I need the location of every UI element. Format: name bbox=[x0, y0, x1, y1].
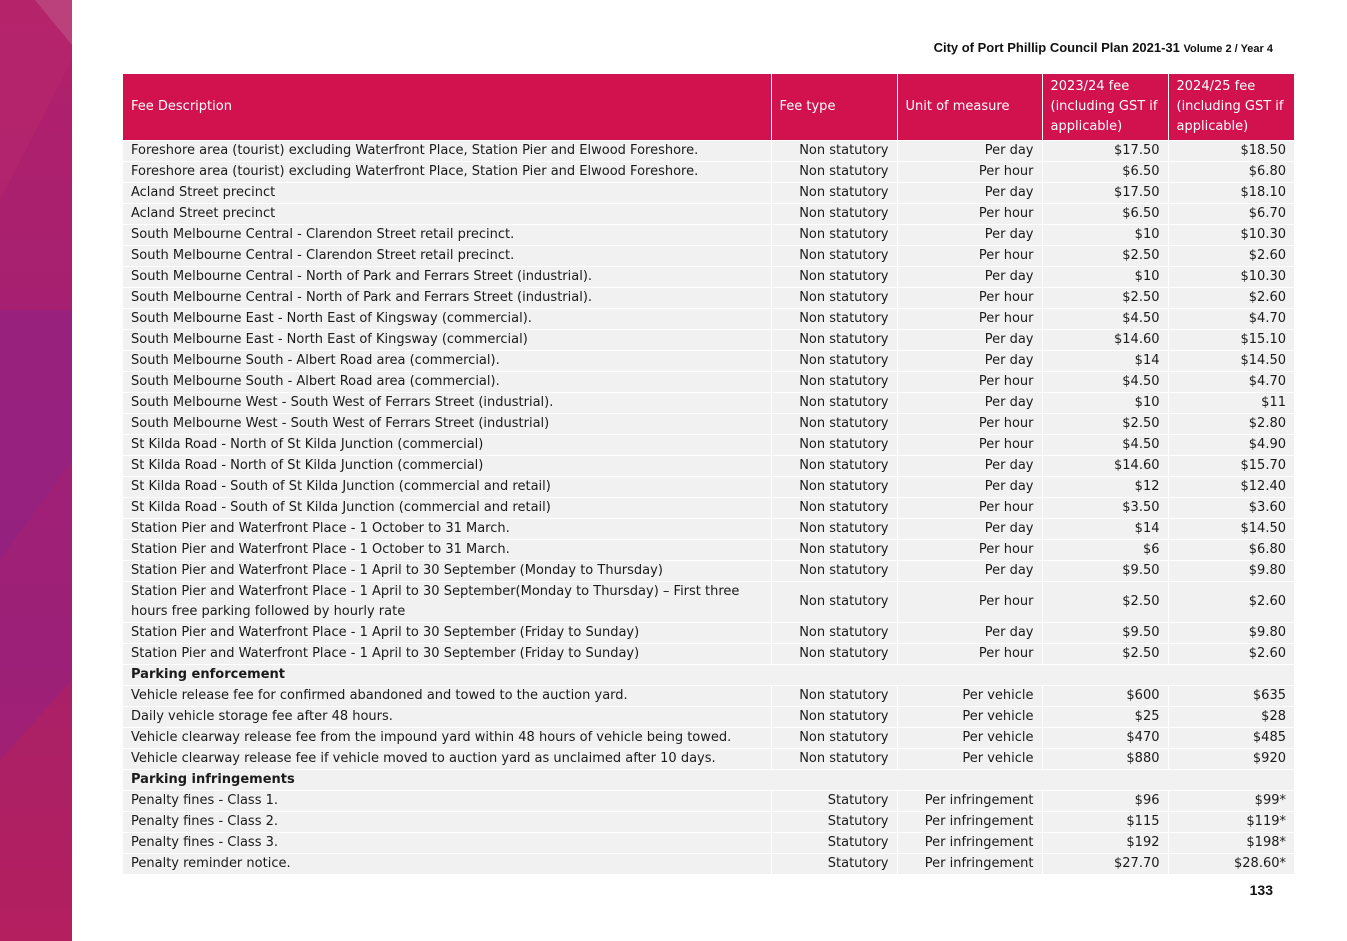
fee-2024-25-cell: $6.70 bbox=[1168, 204, 1294, 225]
fee-2023-24-cell: $2.50 bbox=[1042, 414, 1168, 435]
fee-description-cell: St Kilda Road - North of St Kilda Junction (commercial) bbox=[123, 435, 771, 456]
column-header-fee-2023-24: 2023/24 fee (including GST if applicable) bbox=[1042, 74, 1168, 141]
table-row bbox=[123, 644, 1294, 665]
fee-type-cell: Non statutory bbox=[771, 267, 897, 288]
fee-2024-25-cell: $920 bbox=[1168, 749, 1294, 770]
unit-of-measure-cell: Per day bbox=[897, 330, 1042, 351]
fee-2024-25-cell: $6.80 bbox=[1168, 162, 1294, 183]
fee-description-cell: Station Pier and Waterfront Place - 1 April to 30 September (Friday to Sunday) bbox=[123, 623, 771, 644]
fee-2024-25-cell: $119* bbox=[1168, 812, 1294, 833]
fee-description-cell: Penalty fines - Class 2. bbox=[123, 812, 771, 833]
fee-description-cell: South Melbourne Central - Clarendon Street retail precinct. bbox=[123, 225, 771, 246]
fee-description-cell: Acland Street precinct bbox=[123, 183, 771, 204]
fee-description-cell: Station Pier and Waterfront Place - 1 October to 31 March. bbox=[123, 540, 771, 561]
fee-2024-25-cell: $18.10 bbox=[1168, 183, 1294, 204]
fee-type-cell: Statutory bbox=[771, 854, 897, 875]
fee-description-cell: South Melbourne South - Albert Road area (commercial). bbox=[123, 351, 771, 372]
table-row bbox=[123, 582, 1294, 623]
document-subtitle: Volume 2 / Year 4 bbox=[1183, 43, 1273, 55]
unit-of-measure-cell: Per infringement bbox=[897, 833, 1042, 854]
fee-2024-25-cell: $15.70 bbox=[1168, 456, 1294, 477]
table-row bbox=[123, 246, 1294, 267]
table-row bbox=[123, 728, 1294, 749]
table-row bbox=[123, 791, 1294, 812]
fee-2023-24-cell: $2.50 bbox=[1042, 644, 1168, 665]
table-row bbox=[123, 414, 1294, 435]
fee-2024-25-cell: $198* bbox=[1168, 833, 1294, 854]
unit-of-measure-cell: Per day bbox=[897, 225, 1042, 246]
fee-2023-24-cell: $6.50 bbox=[1042, 162, 1168, 183]
fee-description-cell: St Kilda Road - South of St Kilda Junction (commercial and retail) bbox=[123, 477, 771, 498]
unit-of-measure-cell: Per day bbox=[897, 183, 1042, 204]
fee-2023-24-cell: $14.60 bbox=[1042, 330, 1168, 351]
unit-of-measure-cell: Per hour bbox=[897, 644, 1042, 665]
unit-of-measure-cell: Per hour bbox=[897, 288, 1042, 309]
unit-of-measure-cell: Per day bbox=[897, 519, 1042, 540]
fee-type-cell: Non statutory bbox=[771, 288, 897, 309]
fee-type-cell: Non statutory bbox=[771, 561, 897, 582]
fee-type-cell: Non statutory bbox=[771, 540, 897, 561]
fee-description-cell: St Kilda Road - North of St Kilda Junction (commercial) bbox=[123, 456, 771, 477]
fee-2024-25-cell: $9.80 bbox=[1168, 561, 1294, 582]
fee-type-cell: Non statutory bbox=[771, 162, 897, 183]
section-title: Parking enforcement bbox=[123, 665, 1294, 686]
fee-2023-24-cell: $192 bbox=[1042, 833, 1168, 854]
fee-type-cell: Non statutory bbox=[771, 393, 897, 414]
table-row bbox=[123, 393, 1294, 414]
unit-of-measure-cell: Per hour bbox=[897, 582, 1042, 623]
fee-2024-25-cell: $2.60 bbox=[1168, 246, 1294, 267]
fee-type-cell: Non statutory bbox=[771, 351, 897, 372]
fee-2024-25-cell: $485 bbox=[1168, 728, 1294, 749]
fee-2023-24-cell: $3.50 bbox=[1042, 498, 1168, 519]
fee-2023-24-cell: $4.50 bbox=[1042, 435, 1168, 456]
fee-2023-24-cell: $6 bbox=[1042, 540, 1168, 561]
table-row bbox=[123, 812, 1294, 833]
fee-type-cell: Non statutory bbox=[771, 309, 897, 330]
fee-2024-25-cell: $28 bbox=[1168, 707, 1294, 728]
fee-type-cell: Non statutory bbox=[771, 414, 897, 435]
table-row bbox=[123, 854, 1294, 875]
fee-2023-24-cell: $10 bbox=[1042, 225, 1168, 246]
fee-2024-25-cell: $99* bbox=[1168, 791, 1294, 812]
fee-type-cell: Non statutory bbox=[771, 728, 897, 749]
table-row bbox=[123, 330, 1294, 351]
unit-of-measure-cell: Per day bbox=[897, 456, 1042, 477]
decorative-side-band bbox=[0, 0, 72, 941]
fee-type-cell: Non statutory bbox=[771, 183, 897, 204]
document-title: City of Port Phillip Council Plan 2021-31 bbox=[933, 40, 1180, 55]
table-row bbox=[123, 623, 1294, 644]
fee-type-cell: Non statutory bbox=[771, 623, 897, 644]
section-header-row bbox=[123, 770, 1294, 791]
fee-2023-24-cell: $17.50 bbox=[1042, 141, 1168, 162]
table-row bbox=[123, 833, 1294, 854]
fee-description-cell: St Kilda Road - South of St Kilda Junction (commercial and retail) bbox=[123, 498, 771, 519]
fee-2024-25-cell: $14.50 bbox=[1168, 519, 1294, 540]
fee-2023-24-cell: $470 bbox=[1042, 728, 1168, 749]
table-row bbox=[123, 225, 1294, 246]
fee-2024-25-cell: $4.70 bbox=[1168, 372, 1294, 393]
fee-type-cell: Statutory bbox=[771, 812, 897, 833]
fee-2024-25-cell: $4.90 bbox=[1168, 435, 1294, 456]
unit-of-measure-cell: Per hour bbox=[897, 162, 1042, 183]
fee-2024-25-cell: $10.30 bbox=[1168, 225, 1294, 246]
fee-type-cell: Non statutory bbox=[771, 141, 897, 162]
table-row bbox=[123, 162, 1294, 183]
fee-type-cell: Non statutory bbox=[771, 246, 897, 267]
unit-of-measure-cell: Per day bbox=[897, 141, 1042, 162]
fee-2023-24-cell: $2.50 bbox=[1042, 288, 1168, 309]
fee-2023-24-cell: $14.60 bbox=[1042, 456, 1168, 477]
fee-description-cell: Vehicle clearway release fee if vehicle moved to auction yard as unclaimed after 10 days. bbox=[123, 749, 771, 770]
table-row bbox=[123, 435, 1294, 456]
column-header-fee-2024-25: 2024/25 fee (including GST if applicable) bbox=[1168, 74, 1294, 141]
fee-2024-25-cell: $10.30 bbox=[1168, 267, 1294, 288]
fee-description-cell: South Melbourne East - North East of Kingsway (commercial). bbox=[123, 309, 771, 330]
table-row bbox=[123, 519, 1294, 540]
table-row bbox=[123, 372, 1294, 393]
fee-2024-25-cell: $9.80 bbox=[1168, 623, 1294, 644]
unit-of-measure-cell: Per hour bbox=[897, 204, 1042, 225]
fee-description-cell: South Melbourne West - South West of Ferrars Street (industrial). bbox=[123, 393, 771, 414]
fee-description-cell: Station Pier and Waterfront Place - 1 April to 30 September (Friday to Sunday) bbox=[123, 644, 771, 665]
table-row bbox=[123, 351, 1294, 372]
fee-type-cell: Statutory bbox=[771, 791, 897, 812]
fee-2024-25-cell: $14.50 bbox=[1168, 351, 1294, 372]
table-row bbox=[123, 204, 1294, 225]
unit-of-measure-cell: Per hour bbox=[897, 309, 1042, 330]
column-header-unit-of-measure: Unit of measure bbox=[897, 74, 1042, 141]
fee-2024-25-cell: $28.60* bbox=[1168, 854, 1294, 875]
unit-of-measure-cell: Per vehicle bbox=[897, 686, 1042, 707]
fee-type-cell: Non statutory bbox=[771, 749, 897, 770]
table-header bbox=[123, 74, 1294, 141]
fee-2023-24-cell: $25 bbox=[1042, 707, 1168, 728]
fee-description-cell: South Melbourne East - North East of Kingsway (commercial) bbox=[123, 330, 771, 351]
fee-2024-25-cell: $15.10 bbox=[1168, 330, 1294, 351]
table-row bbox=[123, 498, 1294, 519]
fee-2024-25-cell: $3.60 bbox=[1168, 498, 1294, 519]
table-row bbox=[123, 561, 1294, 582]
fee-description-cell: Daily vehicle storage fee after 48 hours. bbox=[123, 707, 771, 728]
fee-description-cell: Foreshore area (tourist) excluding Waterfront Place, Station Pier and Elwood Foreshore. bbox=[123, 162, 771, 183]
table-row bbox=[123, 477, 1294, 498]
fee-2023-24-cell: $10 bbox=[1042, 267, 1168, 288]
fee-2023-24-cell: $2.50 bbox=[1042, 582, 1168, 623]
unit-of-measure-cell: Per vehicle bbox=[897, 749, 1042, 770]
fee-2023-24-cell: $115 bbox=[1042, 812, 1168, 833]
unit-of-measure-cell: Per hour bbox=[897, 372, 1042, 393]
table-row bbox=[123, 540, 1294, 561]
unit-of-measure-cell: Per vehicle bbox=[897, 707, 1042, 728]
fee-type-cell: Non statutory bbox=[771, 498, 897, 519]
fee-type-cell: Non statutory bbox=[771, 644, 897, 665]
fee-description-cell: Acland Street precinct bbox=[123, 204, 771, 225]
fee-2023-24-cell: $14 bbox=[1042, 351, 1168, 372]
fee-description-cell: Vehicle clearway release fee from the impound yard within 48 hours of vehicle being towed. bbox=[123, 728, 771, 749]
fee-description-cell: Station Pier and Waterfront Place - 1 April to 30 September(Monday to Thursday) – First three hours free parking followed by hourly rate bbox=[123, 582, 771, 623]
fee-2023-24-cell: $4.50 bbox=[1042, 309, 1168, 330]
unit-of-measure-cell: Per day bbox=[897, 351, 1042, 372]
unit-of-measure-cell: Per infringement bbox=[897, 791, 1042, 812]
table-body bbox=[123, 141, 1294, 875]
fee-2023-24-cell: $27.70 bbox=[1042, 854, 1168, 875]
fee-description-cell: Penalty reminder notice. bbox=[123, 854, 771, 875]
fee-2024-25-cell: $4.70 bbox=[1168, 309, 1294, 330]
fee-2023-24-cell: $9.50 bbox=[1042, 623, 1168, 644]
fee-2024-25-cell: $11 bbox=[1168, 393, 1294, 414]
fee-2023-24-cell: $9.50 bbox=[1042, 561, 1168, 582]
fee-2023-24-cell: $14 bbox=[1042, 519, 1168, 540]
unit-of-measure-cell: Per day bbox=[897, 267, 1042, 288]
fee-2024-25-cell: $2.60 bbox=[1168, 644, 1294, 665]
fee-type-cell: Statutory bbox=[771, 833, 897, 854]
fee-2024-25-cell: $2.80 bbox=[1168, 414, 1294, 435]
fee-2024-25-cell: $18.50 bbox=[1168, 141, 1294, 162]
fees-table bbox=[123, 74, 1294, 874]
table-row bbox=[123, 141, 1294, 162]
fee-description-cell: Foreshore area (tourist) excluding Waterfront Place, Station Pier and Elwood Foreshore. bbox=[123, 141, 771, 162]
unit-of-measure-cell: Per hour bbox=[897, 414, 1042, 435]
fee-2023-24-cell: $10 bbox=[1042, 393, 1168, 414]
unit-of-measure-cell: Per hour bbox=[897, 246, 1042, 267]
table-row bbox=[123, 749, 1294, 770]
fee-description-cell: Station Pier and Waterfront Place - 1 October to 31 March. bbox=[123, 519, 771, 540]
table-row bbox=[123, 309, 1294, 330]
fee-2023-24-cell: $6.50 bbox=[1042, 204, 1168, 225]
side-band-shapes bbox=[0, 0, 72, 941]
fee-description-cell: South Melbourne South - Albert Road area (commercial). bbox=[123, 372, 771, 393]
fee-type-cell: Non statutory bbox=[771, 686, 897, 707]
fee-2023-24-cell: $96 bbox=[1042, 791, 1168, 812]
fee-2024-25-cell: $2.60 bbox=[1168, 582, 1294, 623]
table-row bbox=[123, 456, 1294, 477]
unit-of-measure-cell: Per infringement bbox=[897, 854, 1042, 875]
fee-type-cell: Non statutory bbox=[771, 707, 897, 728]
fee-type-cell: Non statutory bbox=[771, 330, 897, 351]
unit-of-measure-cell: Per day bbox=[897, 623, 1042, 644]
unit-of-measure-cell: Per day bbox=[897, 561, 1042, 582]
unit-of-measure-cell: Per day bbox=[897, 393, 1042, 414]
table-row bbox=[123, 267, 1294, 288]
table-row bbox=[123, 288, 1294, 309]
unit-of-measure-cell: Per hour bbox=[897, 540, 1042, 561]
fee-description-cell: Station Pier and Waterfront Place - 1 April to 30 September (Monday to Thursday) bbox=[123, 561, 771, 582]
fee-2024-25-cell: $2.60 bbox=[1168, 288, 1294, 309]
fee-2023-24-cell: $880 bbox=[1042, 749, 1168, 770]
fee-2024-25-cell: $12.40 bbox=[1168, 477, 1294, 498]
fee-2023-24-cell: $4.50 bbox=[1042, 372, 1168, 393]
table-row bbox=[123, 686, 1294, 707]
table-header-row bbox=[123, 74, 1294, 141]
fee-description-cell: South Melbourne Central - North of Park and Ferrars Street (industrial). bbox=[123, 267, 771, 288]
document-header bbox=[934, 40, 1273, 55]
fee-2023-24-cell: $600 bbox=[1042, 686, 1168, 707]
fee-description-cell: South Melbourne West - South West of Ferrars Street (industrial) bbox=[123, 414, 771, 435]
unit-of-measure-cell: Per hour bbox=[897, 498, 1042, 519]
unit-of-measure-cell: Per vehicle bbox=[897, 728, 1042, 749]
fee-2024-25-cell: $635 bbox=[1168, 686, 1294, 707]
fee-type-cell: Non statutory bbox=[771, 204, 897, 225]
fee-description-cell: Penalty fines - Class 3. bbox=[123, 833, 771, 854]
unit-of-measure-cell: Per infringement bbox=[897, 812, 1042, 833]
fee-2024-25-cell: $6.80 bbox=[1168, 540, 1294, 561]
fee-2023-24-cell: $12 bbox=[1042, 477, 1168, 498]
table-row bbox=[123, 707, 1294, 728]
fee-description-cell: Penalty fines - Class 1. bbox=[123, 791, 771, 812]
table-row bbox=[123, 183, 1294, 204]
unit-of-measure-cell: Per hour bbox=[897, 435, 1042, 456]
column-header-fee-description: Fee Description bbox=[123, 74, 771, 141]
fee-type-cell: Non statutory bbox=[771, 456, 897, 477]
fee-type-cell: Non statutory bbox=[771, 435, 897, 456]
fee-description-cell: Vehicle release fee for confirmed abandoned and towed to the auction yard. bbox=[123, 686, 771, 707]
fee-2023-24-cell: $17.50 bbox=[1042, 183, 1168, 204]
column-header-fee-type: Fee type bbox=[771, 74, 897, 141]
section-header-row bbox=[123, 665, 1294, 686]
fee-description-cell: South Melbourne Central - North of Park and Ferrars Street (industrial). bbox=[123, 288, 771, 309]
fee-type-cell: Non statutory bbox=[771, 372, 897, 393]
unit-of-measure-cell: Per day bbox=[897, 477, 1042, 498]
fee-description-cell: South Melbourne Central - Clarendon Street retail precinct. bbox=[123, 246, 771, 267]
page-number: 133 bbox=[1249, 882, 1273, 898]
section-title: Parking infringements bbox=[123, 770, 1294, 791]
fee-type-cell: Non statutory bbox=[771, 477, 897, 498]
fee-type-cell: Non statutory bbox=[771, 519, 897, 540]
fee-type-cell: Non statutory bbox=[771, 225, 897, 246]
fee-type-cell: Non statutory bbox=[771, 582, 897, 623]
fee-2023-24-cell: $2.50 bbox=[1042, 246, 1168, 267]
